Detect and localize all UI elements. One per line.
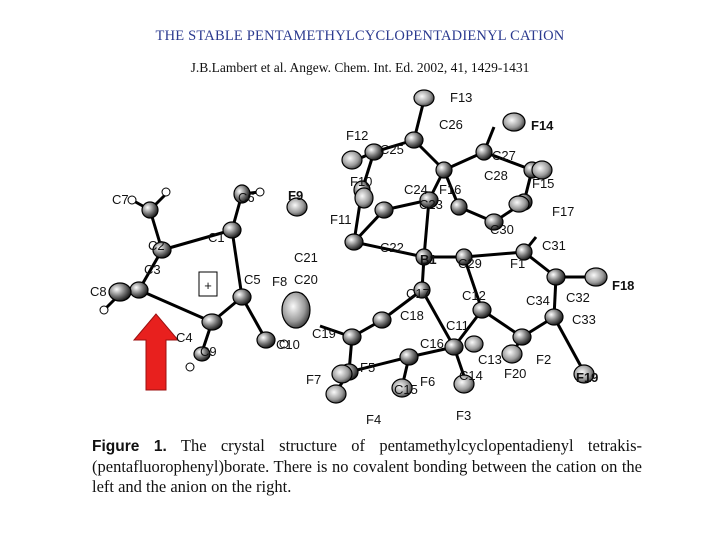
atom-label: C27 [492, 148, 516, 163]
atom-label: C25 [380, 142, 404, 157]
atom-label: C19 [312, 326, 336, 341]
atom-label: C18 [400, 308, 424, 323]
atom-label: C32 [566, 290, 590, 305]
atom-label: F11 [330, 212, 352, 227]
atom-label: C23 [419, 197, 443, 212]
atom-label: F20 [504, 366, 527, 381]
atom-label: F2 [536, 352, 552, 367]
atom-labels [90, 90, 634, 427]
atom-label: C29 [458, 256, 482, 271]
citation: J.B.Lambert et al. Angew. Chem. Int. Ed. 2002, 41, 1429-1431 [190, 60, 530, 75]
atom-label: F18 [612, 278, 635, 293]
atom-label: F1 [510, 256, 526, 271]
atom-label: F16 [439, 182, 462, 197]
atom-label: F13 [450, 90, 473, 105]
slide-title: THE STABLE PENTAMETHYLCYCLOPENTADIENYL CATION [155, 28, 565, 44]
atom-label: C4 [176, 330, 193, 345]
atom-label: C3 [144, 262, 161, 277]
cation-bonds [104, 192, 266, 352]
atom-label: C31 [542, 238, 566, 253]
atom-label: C8 [90, 284, 107, 299]
atom-label: C20 [294, 272, 318, 287]
atom-label: F14 [531, 118, 554, 133]
atom-label: C6 [238, 190, 255, 205]
atom-label: C14 [459, 368, 483, 383]
atom-label: F9 [288, 188, 304, 203]
atom-label: C10 [276, 337, 300, 352]
atom-label: C1 [208, 230, 225, 245]
caption-text: The crystal structure of pentamethylcyclopentadienyl tetrakis-(pentafluorophenyl)borate. There is no covalent bonding between the cation on the left and the anion on the right. [92, 436, 642, 496]
atom-label: F5 [360, 360, 376, 375]
atom-label: F3 [456, 408, 472, 423]
atom-label: F12 [346, 128, 369, 143]
atom-label: C22 [380, 240, 404, 255]
figure-caption [92, 436, 642, 497]
atom-label: C30 [490, 222, 514, 237]
atom-label: C7 [112, 192, 129, 207]
atom-label: C17 [406, 286, 430, 301]
atom-label: F19 [576, 370, 599, 385]
atom-label: C11 [446, 318, 469, 333]
atom-label: C33 [572, 312, 596, 327]
atom-label: F10 [350, 174, 373, 189]
crystal-structure-figure [84, 82, 644, 427]
atom-label: C13 [478, 352, 502, 367]
atom-label: C5 [244, 272, 261, 287]
atom-label: C28 [484, 168, 508, 183]
atom-label: C16 [420, 336, 444, 351]
atom-label: C9 [200, 344, 217, 359]
atom-label: C2 [148, 238, 165, 253]
atom-label: C24 [404, 182, 428, 197]
plus-sign: + [204, 278, 212, 293]
atom-label: C34 [526, 293, 550, 308]
atom-label: F4 [366, 412, 382, 427]
caption-label: Figure 1. [92, 438, 167, 455]
f8-ellipsoid [282, 292, 310, 328]
crystal-structure-svg [84, 82, 644, 427]
atom-label: F8 [272, 274, 288, 289]
atom-label: B1 [420, 252, 437, 267]
atom-label: F15 [532, 176, 555, 191]
atom-label: C12 [462, 288, 486, 303]
atom-label: C15 [394, 382, 418, 397]
red-arrow-icon [134, 314, 178, 390]
atom-label: C26 [439, 117, 463, 132]
atom-label: C21 [294, 250, 318, 265]
atom-label: F6 [420, 374, 436, 389]
atom-label: F7 [306, 372, 322, 387]
atom-label: F17 [552, 204, 575, 219]
